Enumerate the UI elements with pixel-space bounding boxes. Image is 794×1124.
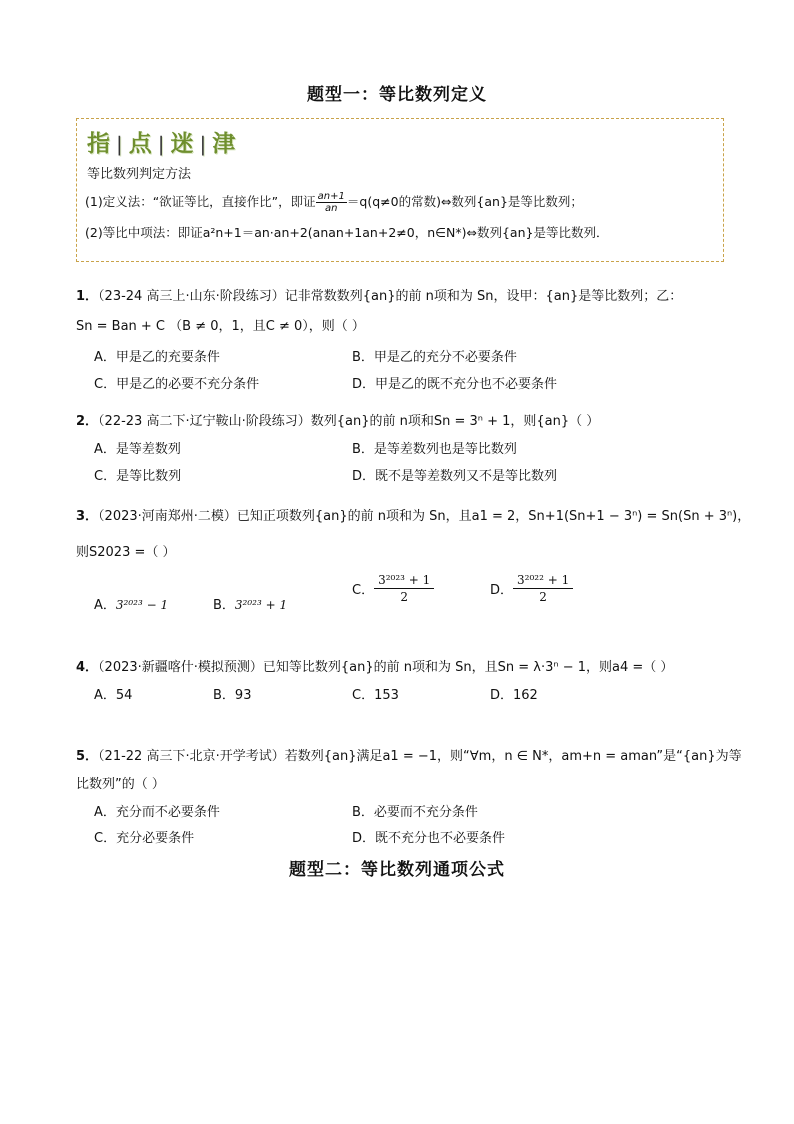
question-5 — [76, 745, 742, 764]
tip-header: 指 | 点 | 迷 | 津 — [87, 130, 236, 157]
question-1-line2: Sn = Ban + C （B ≠ 0，1，且C ≠ 0），则（ ） — [76, 319, 365, 334]
question-4-option-a[interactable]: A．54 — [94, 688, 133, 703]
question-text: （23-24 高三上·山东·阶段练习）记非常数数列{an}的前 n项和为 Sn，设甲：{an}是等比数列；乙： — [98, 289, 683, 304]
question-number: 2． — [76, 414, 99, 429]
fraction-numerator: 3²⁰²² + 1 — [513, 572, 573, 589]
option-fraction — [513, 572, 573, 605]
question-1-option-b[interactable]: B．甲是乙的充分不必要条件 — [352, 350, 517, 365]
question-5-option-d[interactable]: D．既不充分也不必要条件 — [352, 831, 506, 846]
section-title-2: 题型二：等比数列通项公式 — [289, 860, 505, 880]
question-number: 5． — [76, 749, 99, 764]
question-4 — [76, 656, 673, 675]
tip-rule-1-fraction — [316, 191, 347, 214]
fraction-denominator: 2 — [539, 590, 547, 604]
option-label: C． — [352, 583, 375, 598]
question-number: 3． — [76, 509, 99, 524]
tip-header-char: 指 — [87, 130, 110, 157]
option-value: 3²⁰²³ + 1 — [234, 598, 288, 612]
question-4-option-d[interactable]: D．162 — [490, 688, 538, 703]
option-label: B． — [213, 598, 235, 613]
question-1-option-a[interactable]: A．甲是乙的充要条件 — [94, 350, 220, 365]
option-fraction — [374, 572, 434, 605]
question-5-option-a[interactable]: A．充分而不必要条件 — [94, 805, 220, 820]
tip-rule-1 — [85, 191, 583, 214]
question-5-line2: 比数列”的（ ） — [76, 777, 165, 792]
tip-header-char: 津 — [212, 130, 236, 157]
question-1 — [76, 285, 682, 304]
question-2-option-c[interactable]: C．是等比数列 — [94, 469, 182, 484]
question-2-option-a[interactable]: A．是等差数列 — [94, 442, 181, 457]
question-2 — [76, 410, 599, 429]
option-value: 3²⁰²³ − 1 — [115, 598, 169, 612]
question-5-option-b[interactable]: B．必要而不充分条件 — [352, 805, 478, 820]
question-3-option-a[interactable] — [94, 594, 168, 613]
question-4-option-c[interactable]: C．153 — [352, 688, 399, 703]
question-3-option-c[interactable] — [352, 572, 434, 605]
option-label: A． — [94, 598, 116, 613]
tip-rule-1-suffix: ＝q(q≠0的常数)⇔数列{an}是等比数列； — [346, 194, 583, 209]
tip-subtitle: 等比数列判定方法 — [87, 167, 192, 182]
question-2-option-d[interactable]: D．既不是等差数列又不是等比数列 — [352, 469, 558, 484]
question-1-option-d[interactable]: D．甲是乙的既不充分也不必要条件 — [352, 377, 558, 392]
fraction-numerator: an+1 — [317, 191, 345, 202]
tip-rule-2: (2)等比中项法：即证a²n+1＝an·an+2(anan+1an+2≠0，n∈N*)⇔数列{an}是等比数列． — [85, 225, 609, 240]
question-4-option-b[interactable]: B．93 — [213, 688, 252, 703]
question-number: 4． — [76, 660, 99, 675]
tip-header-char: 迷 — [170, 130, 194, 157]
question-1-option-c[interactable]: C．甲是乙的必要不充分条件 — [94, 377, 260, 392]
question-2-option-b[interactable]: B．是等差数列也是等比数列 — [352, 442, 517, 457]
question-3-line2: 则S2023 =（ ） — [76, 545, 176, 560]
fraction-numerator: 3²⁰²³ + 1 — [374, 572, 434, 589]
option-label: D． — [490, 583, 514, 598]
question-text: （2023·新疆喀什·模拟预测）已知等比数列{an}的前 n项和为 Sn，且Sn = λ·3ⁿ − 1，则a4 =（ ） — [98, 660, 674, 675]
fraction-denominator: an — [325, 203, 338, 214]
question-number: 1． — [76, 289, 99, 304]
question-text: （22-23 高二下·辽宁鞍山·阶段练习）数列{an}的前 n项和Sn = 3ⁿ + 1，则{an}（ ） — [98, 414, 600, 429]
question-5-option-c[interactable]: C．充分必要条件 — [94, 831, 195, 846]
question-3 — [76, 505, 750, 524]
tip-header-char: 点 — [128, 130, 152, 157]
tip-rule-1-prefix: (1)定义法：“欲证等比，直接作比”，即证 — [85, 194, 316, 209]
question-text: （2023·河南郑州·二模）已知正项数列{an}的前 n项和为 Sn，且a1 = 2，Sn+1(Sn+1 − 3ⁿ) = Sn(Sn + 3ⁿ)， — [98, 509, 751, 524]
fraction-denominator: 2 — [400, 590, 408, 604]
tip-box — [76, 118, 724, 262]
question-3-option-d[interactable] — [490, 572, 573, 605]
question-3-option-b[interactable] — [213, 594, 287, 613]
question-text: （21-22 高三下·北京·开学考试）若数列{an}满足a1 = −1，则“∀m，n ∈ N*，am+n = aman”是“{an}为等 — [98, 749, 742, 764]
section-title-1: 题型一：等比数列定义 — [307, 85, 487, 105]
